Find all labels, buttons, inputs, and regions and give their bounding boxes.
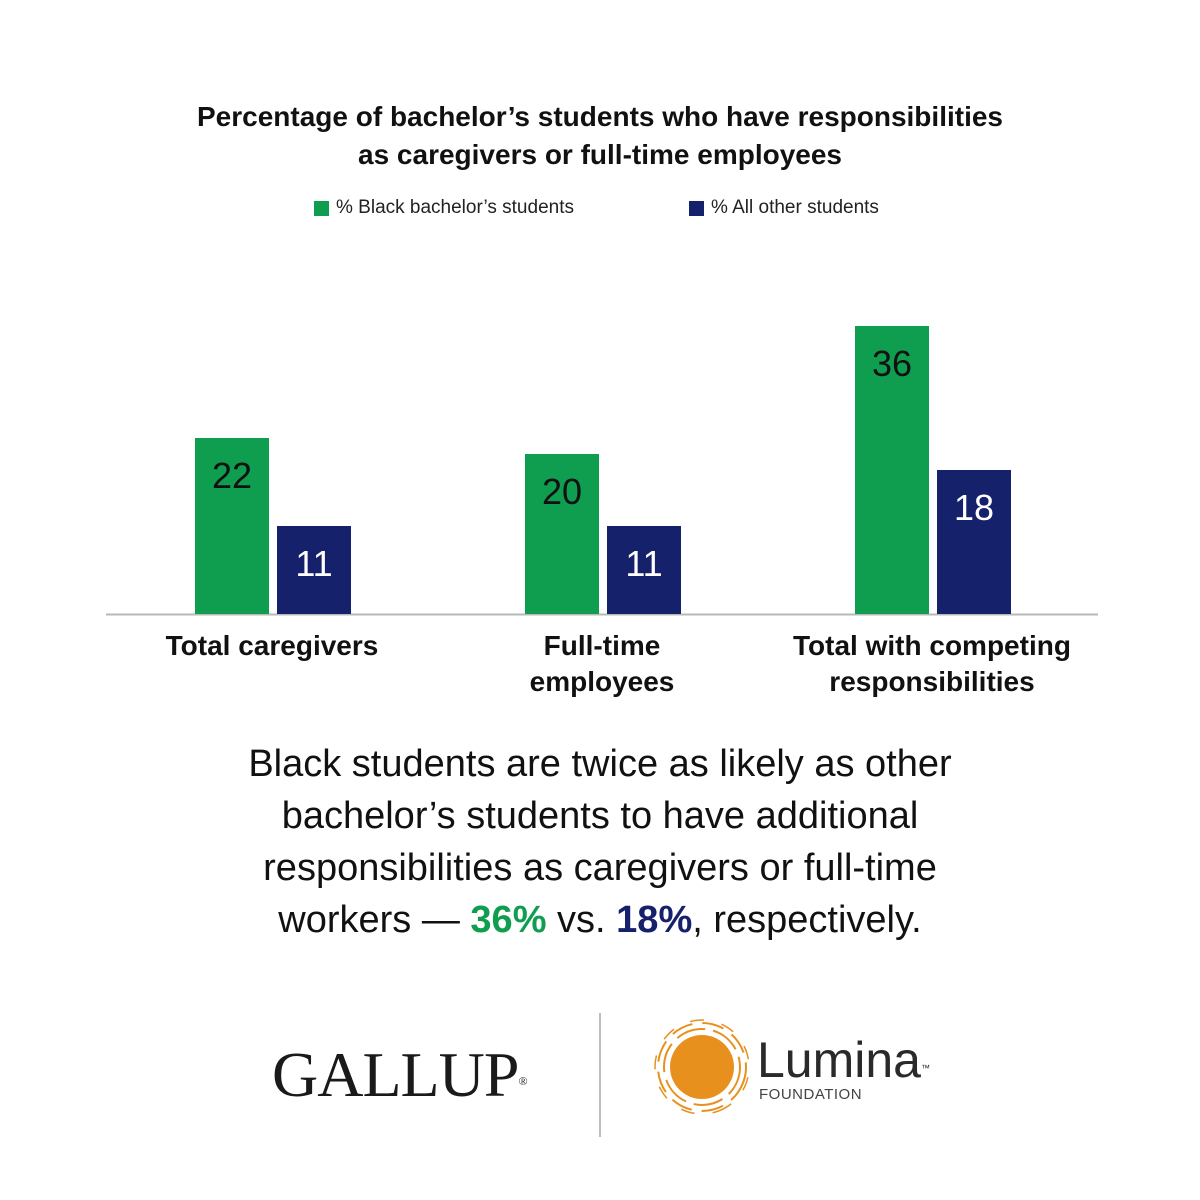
logo-divider xyxy=(599,1013,601,1137)
summary-text xyxy=(150,738,1050,946)
summary-line-3: responsibilities as caregivers or full-time xyxy=(263,847,937,889)
data-label-black-students-0: 22 xyxy=(211,455,253,496)
lumina-wordmark xyxy=(757,1030,930,1090)
summary-line-4-start: workers — xyxy=(278,899,471,941)
category-label-line: Total with competing xyxy=(793,630,1071,661)
gallup-wordmark: GALLUP xyxy=(272,1039,519,1110)
category-label-competing-responsibilities xyxy=(772,628,1092,700)
category-label-full-time-employees xyxy=(442,628,762,700)
category-label-line: Total caregivers xyxy=(165,630,379,661)
chart-title-line-2: as caregivers or full-time employees xyxy=(358,139,842,170)
category-label-line: employees xyxy=(529,666,675,697)
data-label-black-students-1: 20 xyxy=(541,471,583,512)
data-label-other-students-0: 11 xyxy=(295,543,333,584)
registered-mark: ® xyxy=(518,1074,528,1088)
data-label-black-students-2: 36 xyxy=(871,343,913,384)
data-label-other-students-1: 11 xyxy=(625,543,663,584)
legend-label-black-students: % Black bachelor’s students xyxy=(336,197,574,218)
lumina-sun-icon xyxy=(654,1019,750,1115)
gallup-logo xyxy=(272,1040,528,1110)
legend-label-other-students: % All other students xyxy=(711,197,879,218)
summary-line-4-mid: vs. xyxy=(546,899,617,941)
chart-title-line-1: Percentage of bachelor’s students who have responsibilities xyxy=(197,101,1003,132)
lumina-name: Lumina xyxy=(757,1032,921,1088)
summary-highlight-black: 36% xyxy=(470,899,547,941)
category-label-line: Full-time xyxy=(543,630,661,661)
category-label-total-caregivers xyxy=(112,628,432,664)
summary-highlight-other: 18% xyxy=(616,899,693,941)
lumina-foundation-label: FOUNDATION xyxy=(759,1086,863,1103)
data-label-other-students-2: 18 xyxy=(953,487,995,528)
summary-line-1: Black students are twice as likely as other xyxy=(248,743,952,785)
summary-line-2: bachelor’s students to have additional xyxy=(281,795,919,837)
trademark: ™ xyxy=(921,1063,930,1073)
category-label-line: responsibilities xyxy=(829,666,1035,697)
summary-line-4-end: , respectively. xyxy=(692,899,922,941)
